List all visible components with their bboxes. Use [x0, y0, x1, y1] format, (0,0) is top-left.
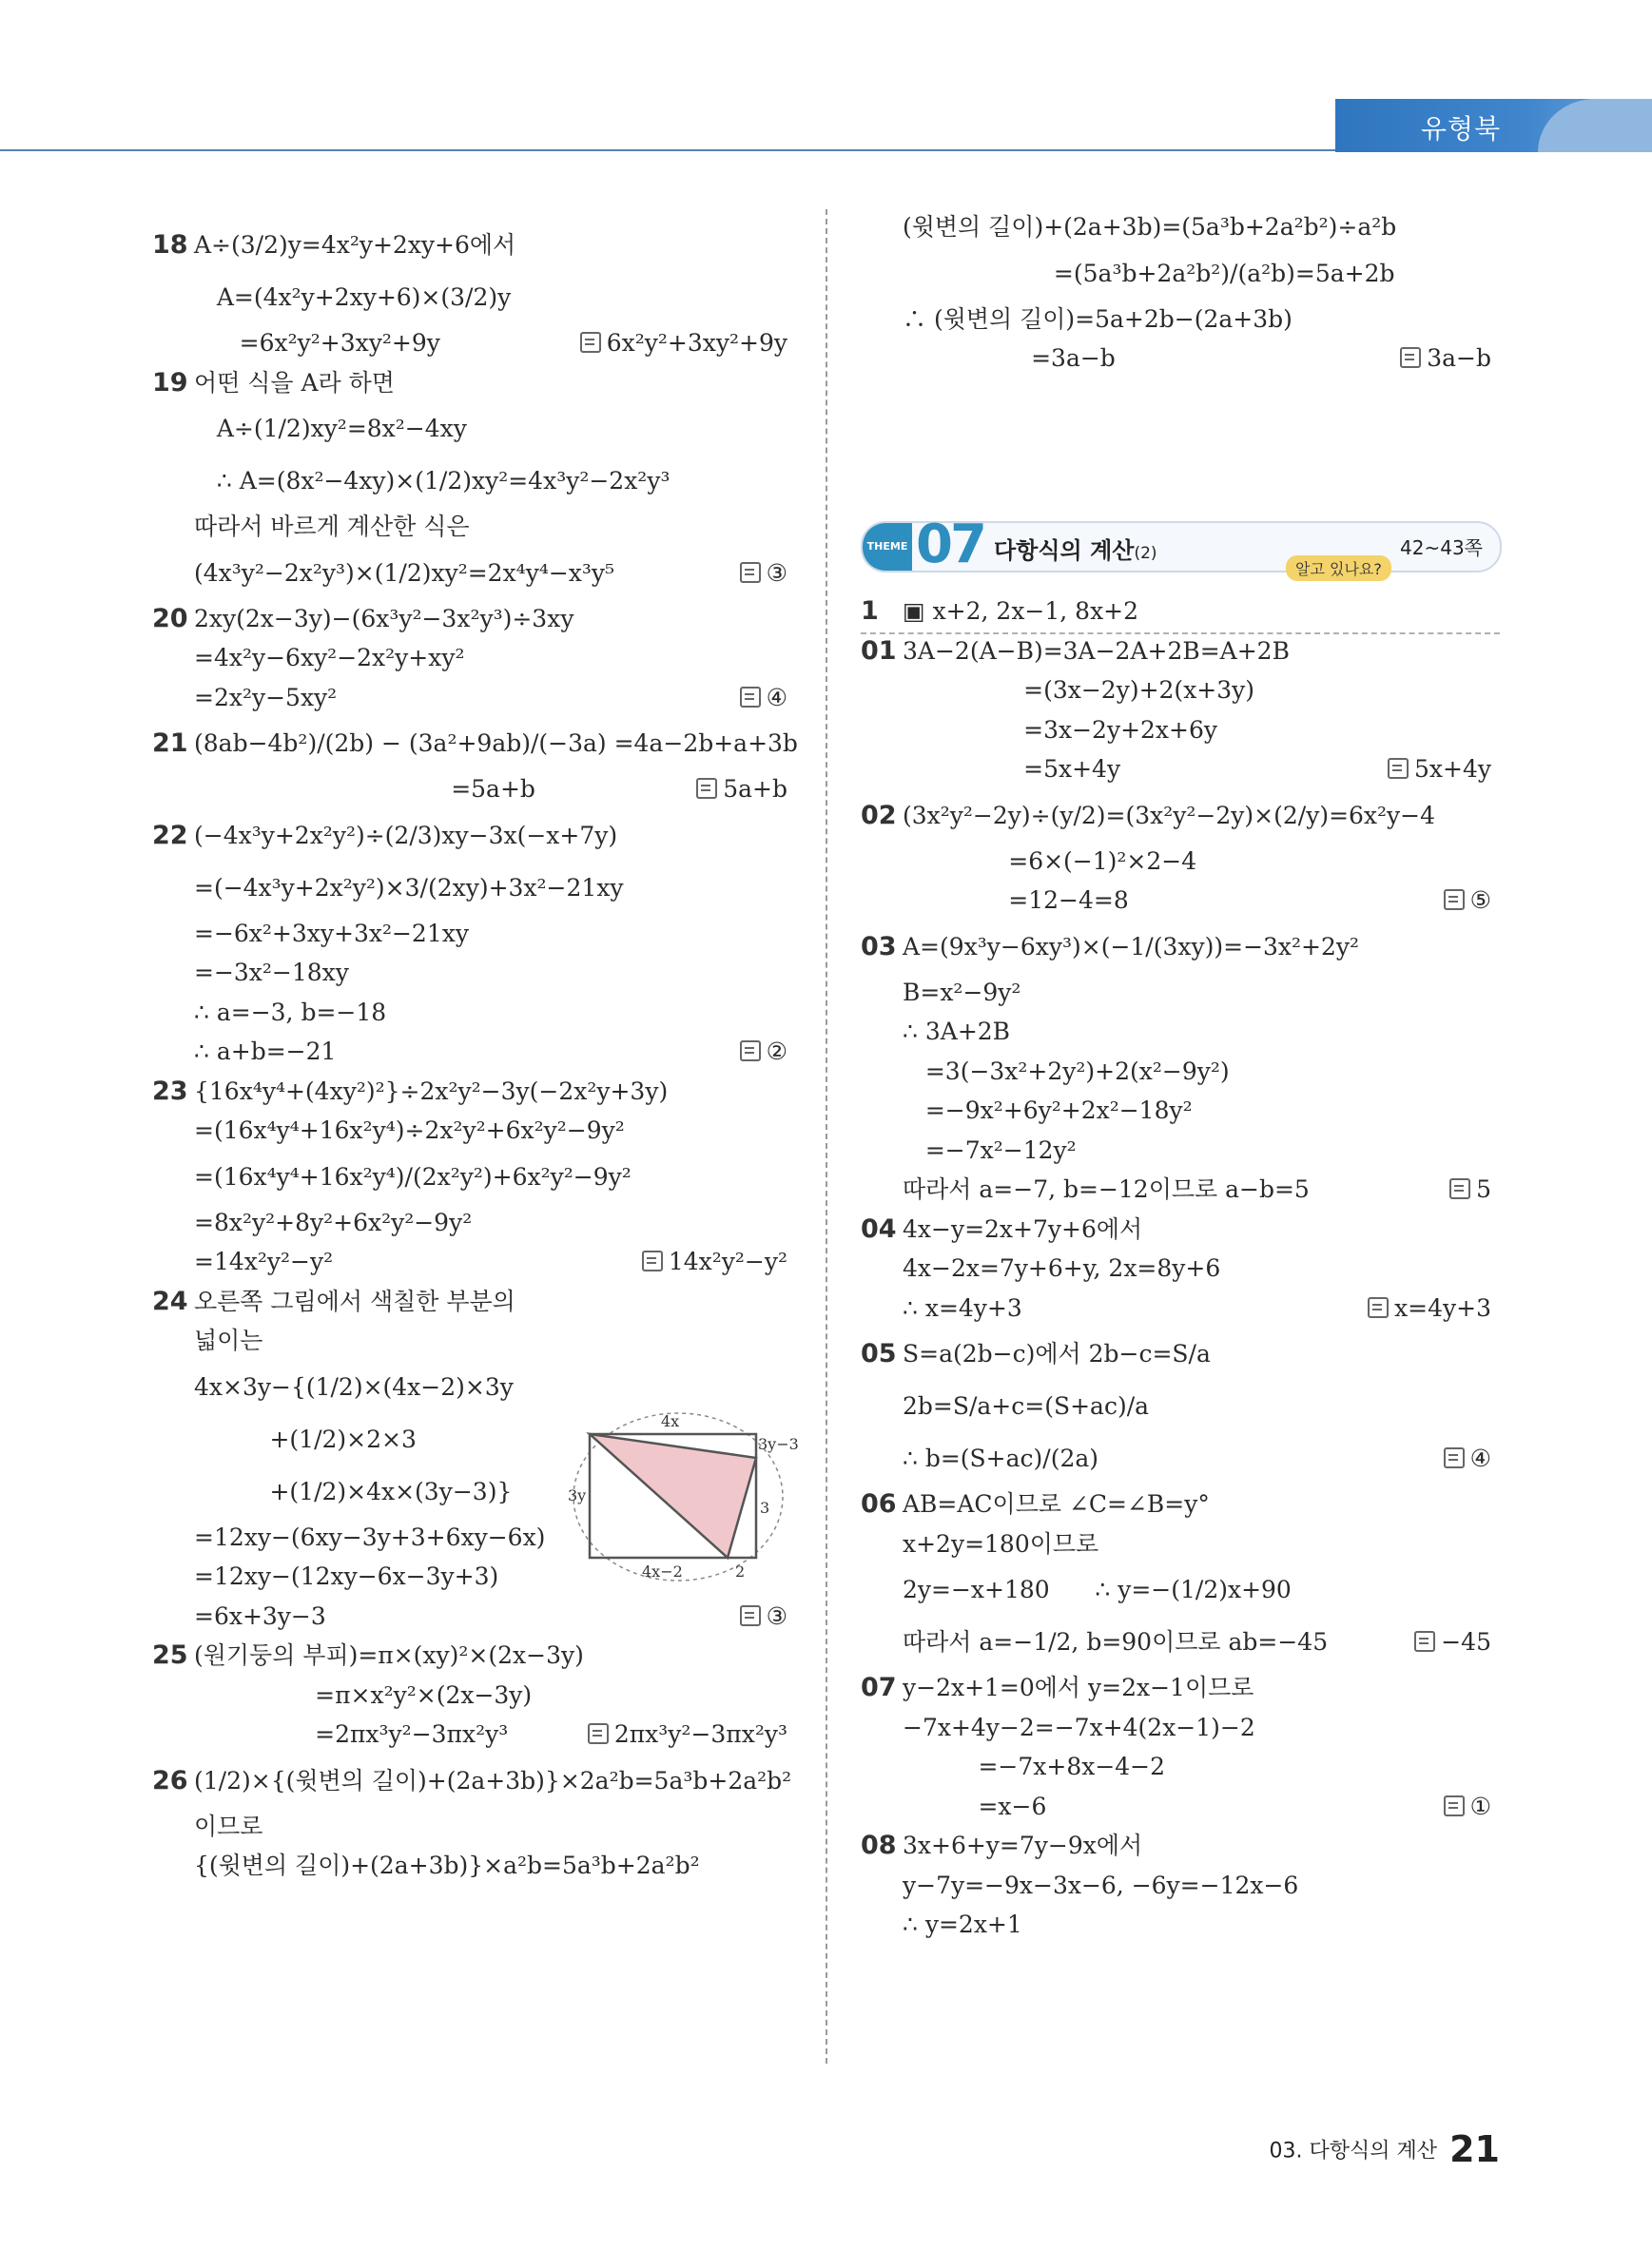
- problem-number: 22: [152, 820, 188, 850]
- answer-box: [580, 323, 787, 363]
- problem-number: 05: [861, 1339, 897, 1368]
- solution-text: =3a−b: [903, 344, 1116, 372]
- solution-text: =14x²y²−y²: [194, 1248, 334, 1275]
- left-line: [152, 455, 799, 507]
- figure-shaded-triangle: [590, 1434, 756, 1558]
- answer-box: [642, 1242, 787, 1282]
- right-line: [861, 1052, 1503, 1092]
- solution-text: 4x−2x=7y+6+y, 2x=8y+6: [903, 1254, 1221, 1282]
- answer-value: ⑤: [1469, 886, 1491, 914]
- solution-text: (원기둥의 부피)=π×(xy)²×(2x−3y): [194, 1641, 584, 1669]
- left-line: [152, 1846, 799, 1886]
- problem-number: 19: [152, 367, 188, 398]
- problem-number: 20: [152, 603, 188, 633]
- answer-value: 5x+4y: [1414, 755, 1491, 783]
- right-line: [861, 1012, 1503, 1052]
- solution-text: =6×(−1)²×2−4: [903, 846, 1197, 875]
- theme-pages: 42~43쪽: [1400, 536, 1483, 559]
- theme-title-text: 다항식의 계산: [994, 537, 1135, 564]
- solution-text: ∴ a+b=−21: [194, 1038, 337, 1065]
- solution-text: =−7x²−12y²: [903, 1135, 1077, 1164]
- figure-label-right-top: 3y−3: [758, 1435, 799, 1453]
- answer-value: ③: [766, 558, 787, 587]
- solution-text: 오른쪽 그림에서 색칠한 부분의: [194, 1287, 515, 1315]
- answer-value: −45: [1441, 1628, 1491, 1656]
- answer-icon: [1400, 347, 1421, 368]
- figure-label-bottom-right: 2: [735, 1562, 746, 1581]
- solution-text: {(윗변의 길이)+(2a+3b)}×a²b=5a³b+2a²b²: [194, 1852, 700, 1879]
- answer-box: [740, 678, 787, 718]
- right-column: [861, 592, 1503, 1945]
- answer-icon: [1449, 1178, 1470, 1199]
- right-line: [861, 1747, 1503, 1787]
- answer-icon: [1444, 1795, 1465, 1816]
- solution-text: =(−4x³y+2x²y²)×3/(2xy)+3x²−21xy: [194, 873, 624, 902]
- right-line: [861, 1131, 1503, 1171]
- answer-value: ④: [1469, 1445, 1491, 1472]
- problem-number: 02: [861, 800, 897, 830]
- right-line: [861, 881, 1503, 921]
- left-line: [152, 219, 799, 271]
- answer-icon: [588, 1723, 609, 1744]
- answer-value: 5a+b: [723, 775, 787, 803]
- problem-number: 07: [861, 1673, 897, 1702]
- answer-icon: [1388, 758, 1409, 779]
- solution-text: −7x+4y−2=−7x+4(2x−1)−2: [903, 1713, 1255, 1741]
- right-top-line: [861, 339, 1503, 378]
- solution-text: =(16x⁴y⁴+16x²y⁴)÷2x²y²+6x²y²−9y²: [194, 1116, 625, 1144]
- problem-number: 26: [152, 1765, 188, 1795]
- solution-text: =8x²y²+8y²+6x²y²−9y²: [194, 1208, 473, 1236]
- answer-box: [588, 1715, 787, 1755]
- left-line: [152, 1111, 799, 1151]
- left-line: [152, 1755, 799, 1807]
- answer-icon: [740, 1605, 761, 1626]
- right-line: [861, 1524, 1503, 1564]
- answer-value: 5: [1476, 1175, 1491, 1203]
- left-line: [152, 547, 799, 599]
- right-top-line: [861, 247, 1503, 300]
- solution-text: y−7y=−9x−3x−6, −6y=−12x−6: [903, 1871, 1299, 1899]
- page-footer: [1270, 2128, 1500, 2170]
- solution-text: =2x²y−5xy²: [194, 683, 338, 711]
- left-line: [152, 1151, 799, 1203]
- answer-value: ③: [766, 1601, 787, 1630]
- solution-text: (8ab−4b²)/(2b) − (3a²+9ab)/(−3a) =4a−2b+a+3b: [194, 729, 798, 757]
- answer-box: [1400, 339, 1491, 378]
- right-line: [861, 1616, 1503, 1668]
- answer-value: ①: [1469, 1792, 1491, 1820]
- right-line: [861, 1708, 1503, 1748]
- answer-box: [1449, 1170, 1491, 1210]
- problem-number: 04: [861, 1213, 897, 1244]
- theme-title: [994, 532, 1157, 565]
- answer-box: [1444, 1787, 1491, 1827]
- right-line: [861, 1484, 1503, 1524]
- solution-text: =−6x²+3xy+3x²−21xy: [194, 919, 469, 947]
- right-line: [861, 1170, 1503, 1210]
- left-line: [152, 638, 799, 678]
- answer-value: ④: [766, 683, 787, 711]
- answer-icon: [740, 687, 761, 708]
- problem-number: 06: [861, 1489, 897, 1519]
- problem-number: 08: [861, 1831, 897, 1860]
- figure-label-top: 4x: [661, 1412, 680, 1430]
- answer-box: [1414, 1616, 1491, 1668]
- left-line: [152, 323, 799, 363]
- left-line: [152, 1321, 799, 1361]
- answer-icon: [1444, 889, 1465, 910]
- right-line: [861, 592, 1503, 631]
- right-line: [861, 1787, 1503, 1827]
- left-line: [152, 678, 799, 718]
- right-line: [861, 710, 1503, 750]
- problem-number: 18: [152, 230, 188, 260]
- left-line: [152, 363, 799, 403]
- solution-text: ∴ a=−3, b=−18: [194, 998, 387, 1026]
- left-line: [152, 953, 799, 993]
- answer-icon: [1368, 1297, 1389, 1318]
- right-line: [861, 631, 1503, 671]
- solution-text: =π×x²y²×(2x−3y): [194, 1680, 533, 1709]
- right-line: [861, 1328, 1503, 1380]
- right-top-line: [861, 207, 1503, 247]
- solution-text: =−9x²+6y²+2x²−18y²: [903, 1096, 1193, 1124]
- solution-text: =6x+3y−3: [194, 1601, 326, 1630]
- left-line: [152, 1032, 799, 1072]
- problem-number: 1: [861, 596, 879, 626]
- right-line: [861, 1380, 1503, 1432]
- left-line: [152, 914, 799, 954]
- section-tab-label: 유형북: [1421, 113, 1502, 145]
- solution-text: =(3x−2y)+2(x+3y): [903, 676, 1255, 704]
- solution-text: =5x+4y: [903, 755, 1121, 783]
- answer-value: ②: [766, 1038, 787, 1065]
- solution-text: =4x²y−6xy²−2x²y+xy²: [194, 644, 465, 671]
- solution-text: 이므로: [194, 1812, 263, 1840]
- solution-text: 4x×3y−{(1/2)×(4x−2)×3y: [194, 1372, 514, 1401]
- solution-text: ∴ y=2x+1: [903, 1911, 1022, 1938]
- solution-text: ∴ 3A+2B: [903, 1018, 1011, 1045]
- solution-text: y−2x+1=0에서 y=2x−1이므로: [903, 1674, 1254, 1701]
- answer-box: [740, 547, 787, 599]
- solution-text: 어떤 식을 A라 하면: [194, 368, 395, 397]
- problem-number: 25: [152, 1640, 188, 1670]
- solution-text: =−7x+8x−4−2: [903, 1753, 1166, 1780]
- answer-box: [696, 769, 787, 809]
- left-column: [152, 219, 799, 1886]
- page-number: 21: [1449, 2128, 1500, 2170]
- solution-text: 넓이는: [194, 1327, 263, 1354]
- left-line: [152, 809, 799, 862]
- theme-title-suffix: (2): [1134, 544, 1157, 563]
- solution-text: 3x+6+y=7y−9x에서: [903, 1832, 1143, 1859]
- solution-text: S=a(2b−c)에서 2b−c=S/a: [903, 1340, 1211, 1368]
- answer-value: 2πx³y²−3πx²y³: [613, 1720, 787, 1748]
- solution-text: (윗변의 길이)+(2a+3b)=(5a³b+2a²b²)÷a²b: [903, 213, 1397, 241]
- problem-24-figure: [556, 1406, 799, 1586]
- solution-text: =12xy−(12xy−6x−3y+3): [194, 1562, 499, 1590]
- solution-text: =x−6: [903, 1792, 1047, 1820]
- solution-text: A÷(3/2)y=4x²y+2xy+6에서: [194, 231, 516, 259]
- right-line: [861, 789, 1503, 842]
- figure-label-right: 3: [760, 1499, 770, 1517]
- solution-text: 3A−2(A−B)=3A−2A+2B=A+2B: [903, 636, 1290, 665]
- left-line: [152, 1676, 799, 1716]
- left-line: [152, 1072, 799, 1112]
- solution-text: x+2y=180이므로: [903, 1529, 1099, 1558]
- solution-text: =3(−3x²+2y²)+2(x²−9y²): [903, 1057, 1230, 1085]
- solution-text: =12xy−(6xy−3y+3+6xy−6x): [194, 1523, 546, 1551]
- answer-value: 14x²y²−y²: [668, 1248, 787, 1275]
- answer-icon: [740, 1040, 761, 1061]
- answer-box: [1368, 1289, 1491, 1329]
- right-line: [861, 1289, 1503, 1329]
- left-line: [152, 1636, 799, 1676]
- right-column-continuation: [861, 207, 1503, 378]
- right-top-line: [861, 300, 1503, 340]
- right-line: [861, 1091, 1503, 1131]
- left-line: [152, 271, 799, 323]
- left-line: [152, 1715, 799, 1755]
- solution-text: =12−4=8: [903, 886, 1129, 914]
- theme-tag: 알고 있나요?: [1286, 555, 1391, 581]
- solution-text: ∴ x=4y+3: [903, 1293, 1022, 1322]
- solution-text: 따라서 a=−1/2, b=90이므로 ab=−45: [903, 1628, 1329, 1656]
- figure-label-bottom-left: 4x−2: [642, 1562, 683, 1581]
- solution-text: {16x⁴y⁴+(4xy²)²}÷2x²y²−3y(−2x²y+3y): [194, 1077, 669, 1105]
- right-line: [861, 1563, 1503, 1616]
- left-line: [152, 402, 799, 455]
- tab-curve-decoration: [1538, 99, 1652, 152]
- left-line: [152, 1242, 799, 1282]
- solution-text: =−3x²−18xy: [194, 959, 349, 986]
- footer-chapter-label: 03. 다항식의 계산: [1269, 2139, 1438, 2164]
- answer-icon: [1414, 1631, 1435, 1652]
- answer-icon: [580, 332, 601, 353]
- right-line: [861, 1210, 1503, 1250]
- left-line: [152, 599, 799, 639]
- left-line: [152, 507, 799, 547]
- solution-text: A÷(1/2)xy²=8x²−4xy: [194, 415, 467, 442]
- solution-text: AB=AC이므로 ∠C=∠B=y°: [903, 1490, 1210, 1518]
- figure-label-left: 3y: [568, 1486, 587, 1504]
- problem-number: 03: [861, 931, 897, 961]
- answer-icon: [696, 778, 717, 799]
- answer-box: [1444, 881, 1491, 921]
- left-line: [152, 1282, 799, 1322]
- left-line: [152, 862, 799, 914]
- problem-number: 24: [152, 1286, 188, 1316]
- answer-box: [740, 1597, 787, 1637]
- right-line: [861, 973, 1503, 1013]
- problem-number: 21: [152, 728, 188, 758]
- solution-text: ∴ A=(8x²−4xy)×(1/2)xy²=4x³y²−2x²y³: [194, 467, 671, 495]
- problem-number: 01: [861, 635, 897, 666]
- solution-text: 2y=−x+180 ∴ y=−(1/2)x+90: [903, 1576, 1292, 1603]
- solution-text: (1/2)×{(윗변의 길이)+(2a+3b)}×2a²b=5a³b+2a²b²: [194, 1766, 792, 1795]
- right-line: [861, 749, 1503, 789]
- problem-number: 23: [152, 1076, 188, 1106]
- header-rule: [0, 149, 1346, 151]
- solution-text: =6x²y²+3xy²+9y: [194, 329, 440, 357]
- answer-box: [740, 1032, 787, 1072]
- answer-box: [1444, 1432, 1491, 1484]
- right-line: [861, 1668, 1503, 1708]
- solution-text: ∴ b=(S+ac)/(2a): [903, 1445, 1099, 1472]
- solution-text: (4x³y²−2x²y³)×(1/2)xy²=2x⁴y⁴−x³y⁵: [194, 558, 615, 587]
- solution-text: B=x²−9y²: [903, 978, 1021, 1006]
- answer-value: 6x²y²+3xy²+9y: [606, 329, 787, 357]
- left-line: [152, 1597, 799, 1637]
- right-line: [861, 1432, 1503, 1484]
- solution-text: =5a+b: [194, 775, 535, 803]
- right-line: [861, 842, 1503, 882]
- solution-text: 따라서 바르게 계산한 식은: [194, 513, 470, 540]
- solution-text: A=(9x³y−6xy³)×(−1/(3xy))=−3x²+2y²: [903, 932, 1360, 961]
- solution-text: (−4x³y+2x²y²)÷(2/3)xy−3x(−x+7y): [194, 821, 618, 849]
- theme-number: 07: [916, 514, 984, 575]
- answer-value: 3a−b: [1427, 344, 1491, 372]
- left-line: [152, 769, 799, 809]
- left-line: [152, 1203, 799, 1243]
- answer-icon: [740, 562, 761, 583]
- column-divider: [826, 209, 827, 2064]
- right-line: [861, 1905, 1503, 1945]
- solution-text: ▣ x+2, 2x−1, 8x+2: [903, 597, 1139, 625]
- right-line: [861, 921, 1503, 973]
- solution-text: ∴ (윗변의 길이)=5a+2b−(2a+3b): [903, 304, 1292, 333]
- solution-text: 따라서 a=−7, b=−12이므로 a−b=5: [903, 1175, 1310, 1203]
- solution-text: 4x−y=2x+7y+6에서: [903, 1214, 1143, 1243]
- solution-text: A=(4x²y+2xy+6)×(3/2)y: [194, 283, 512, 311]
- solution-text: 2xy(2x−3y)−(6x³y²−3x²y³)÷3xy: [194, 604, 574, 632]
- theme-banner: [861, 514, 1502, 578]
- left-line: [152, 717, 799, 769]
- solution-text: 2b=S/a+c=(S+ac)/a: [903, 1392, 1150, 1420]
- solution-text: =3x−2y+2x+6y: [903, 715, 1218, 744]
- left-line: [152, 1807, 799, 1847]
- right-line: [861, 1249, 1503, 1289]
- solution-text: =(5a³b+2a²b²)/(a²b)=5a+2b: [903, 259, 1395, 287]
- solution-text: +(1/2)×4x×(3y−3)}: [194, 1477, 513, 1505]
- solution-text: =(16x⁴y⁴+16x²y⁴)/(2x²y²)+6x²y²−9y²: [194, 1162, 632, 1191]
- answer-icon: [1444, 1447, 1465, 1468]
- left-line: [152, 993, 799, 1033]
- answer-icon: [642, 1251, 663, 1271]
- theme-badge: THEME: [863, 523, 912, 571]
- answer-value: x=4y+3: [1394, 1293, 1491, 1322]
- section-tab: [1335, 99, 1652, 152]
- right-line: [861, 1826, 1503, 1866]
- solution-text: =2πx³y²−3πx²y³: [194, 1720, 509, 1748]
- right-line: [861, 670, 1503, 710]
- right-line: [861, 1866, 1503, 1906]
- solution-text: +(1/2)×2×3: [194, 1425, 417, 1453]
- answer-box: [1388, 749, 1491, 789]
- solution-text: (3x²y²−2y)÷(y/2)=(3x²y²−2y)×(2/y)=6x²y−4: [903, 801, 1436, 829]
